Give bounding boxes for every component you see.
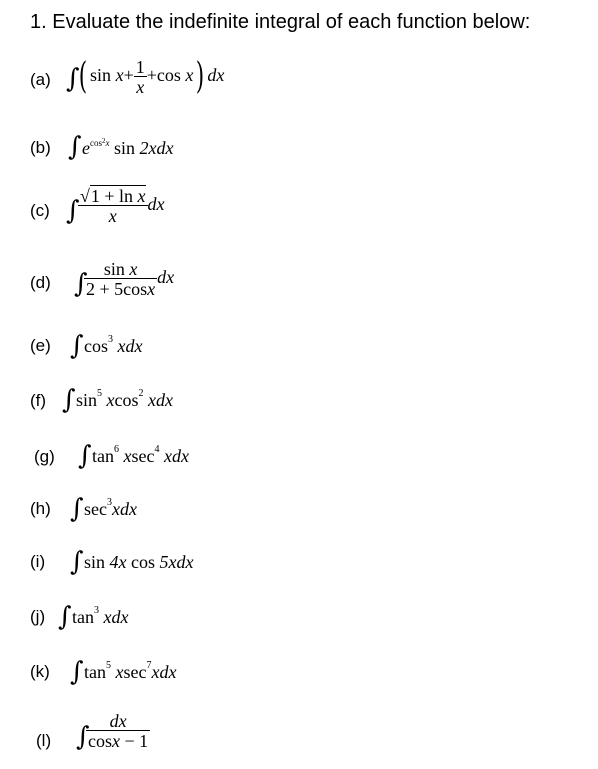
item-label: (l) [36,731,52,750]
integrand: $\frac{\text{sin x}}{2 + 5\cos x}$ dx [86,259,175,299]
integral-sign: ∫ [68,132,82,162]
integral-sign: ∫ [70,331,84,361]
integral-sign: ∫ [76,722,90,752]
integral-sign: ∫ [70,657,84,687]
integrand: $\frac{dx}{\cos x - 1}$ [88,711,149,751]
integrand: ( sin x+ $\frac{1}{x}$ +cos x) dx [78,56,225,97]
integrand: $\cos^3$ xdx [84,334,143,356]
item-label: (f) [30,391,47,410]
integrand: $\tan^5 xsec^7xdx$ [84,660,177,682]
integrand: $\tan^3$ xdx [72,605,129,627]
integral-sign: ∫ [58,602,72,632]
item-label: (a) [30,70,51,89]
item-label: (h) [30,499,51,518]
item-label: (d) [30,273,51,292]
item-label: (j) [30,607,46,626]
item-label: (g) [34,447,55,466]
integrand: $\sin^5 xcos^2$ xdx [76,388,173,410]
integral-sign: ∫ [66,64,80,94]
integrand: $\frac{\text{√1 + ln x}}{x}$ dx [80,186,165,226]
integrand: $\sec^3xdx$ [84,497,137,519]
integrand: sin 4x cos 5xdx [84,552,194,572]
item-label: (b) [30,138,51,157]
integral-sign: ∫ [66,196,80,226]
integral-sign: ∫ [70,547,84,577]
integral-sign: ∫ [74,269,88,299]
integrand: $e^{cos^2x}$ sin 2xdx [82,137,174,158]
heading: 1. Evaluate the indefinite integral of each function below: [30,11,531,33]
integral-sign: ∫ [62,385,76,415]
integrand: $\tan^6 xsec^4$ xdx [92,444,189,466]
item-label: (e) [30,336,51,355]
integral-sign: ∫ [70,494,84,524]
item-label: (i) [30,552,46,571]
item-label: (k) [30,662,50,681]
item-label: (c) [30,201,50,220]
integral-sign: ∫ [78,441,92,471]
